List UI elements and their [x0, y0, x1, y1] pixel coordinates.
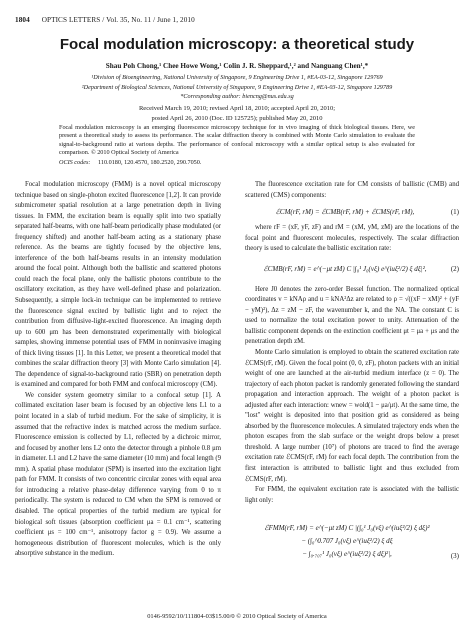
equation-3 [245, 509, 459, 561]
body-paragraph: Focal modulation microscopy (FMM) is a novel optical microscopy technique based on single-photon excited fluorescence [1,2]. It can provide submicrometer spatial resolution at a large penetration depth in living tissues. In FMM, the excitation beam is equally split into two spatially separated half-beams, with one half-beam periodically phase modulated (or frequency shifted) and another half-beam acting as a stationary phase reference. As the beams are tightly focused by the objective lens, interference of the both half-beams results in an intensity modulation around the focal point. Although both the ballistic and scattered photons could reach the focal plane, only the ballistic photons contribute to the oscillatory excitation, as they have well-defined phase and polarization. Subsequently, a simple lock-in technique can be implemented to retrieve the fluorescence signal excited by ballistic light and to reject the contribution from diffusive-light-excited fluorescence. An imaging depth up to 600 μm has been demonstrated experimentally with biological samples, showing immense potential uses of FMM in noninvasive imaging of thick living tissues [1]. In this Letter, we present a theoretical model that combines the scalar diffraction theory [3] with Monte Carlo simulation [4]. The dependence of signal-to-background ratio (SBR) on penetration depth is examined and compared for both FMM and confocal microscopy (CM). [15, 181, 221, 389]
equation-1 [245, 204, 459, 220]
body-paragraph: We consider system geometry similar to a confocal setup [1]. A collimated excitation laser beam is focused by an objective lens L1 to a point located in a slab of turbid medium. For the sake of simplicity, it is assumed that the refractive index is matched across the medium surface. Fluorescence emission is collected by L1, reflected by a dichroic mirror, and focused by another lens L2 onto the detector through a pinhole 0.8 μm in diameter. L1 and L2 have the same diameter (10 mm) and focal length (9 mm). A spatial phase modulator (SPM) is inserted into the excitation light path for FMM. It consists of two concentric circular zones with equal area for introducing a relative phase-delay difference varying from 0 to π periodically. The system is reduced to CM when the SPM is removed or disabled. The optical properties of the turbid medium are typical for biological soft tissues (absorption coefficient μa = 0.1 cm⁻¹, scattering coefficient μs = 100 cm⁻¹, anisotropy factor g = 0.9). We assume a homogeneous distribution of fluorescent molecules, which is the only absorptive substance in the medium. [15, 391, 221, 558]
ocis-label: OCIS codes: [59, 159, 91, 166]
author-list: Shau Poh Chong,¹ Chee Howe Wong,¹ Colin J. R. Sheppard,¹,² and Nanguang Chen¹,* [105, 62, 369, 70]
left-column [15, 180, 221, 560]
equation-3-line: − (∫₀^0.707 J₀(vξ) e^(iuξ²/2) ξ dξ [301, 537, 393, 546]
dates-line-2: posted April 26, 2010 (Doc. ID 125725); published May 20, 2010 [151, 114, 323, 122]
publication-dates [0, 104, 474, 123]
equation-1-body: ℰCM(rF, rM) = ℰCMB(rF, rM) + ℰCMS(rF, rM), [275, 207, 415, 216]
equation-3-number: (3) [450, 551, 459, 560]
body-paragraph: where rF = (xF, yF, zF) and rM = (xM, yM, zM) are the locations of the focal point and fluorescent molecules, respectively. The scalar diffraction theory is used to calculate the ballistic excitation rate: [245, 224, 459, 253]
body-paragraph: The fluorescence excitation rate for CM consists of ballistic (CMB) and scattered (CMS) components: [245, 181, 459, 199]
running-header [15, 16, 459, 24]
equation-2-body: ℰCMB(rF, rM) = e^(−μt zM) C |∫₀¹ J₀(vξ) e^(iuξ²/2) ξ dξ|², [263, 265, 427, 274]
ocis-values: 110.0180, 120.4570, 180.2520, 290.7050. [98, 159, 202, 166]
equation-3-body [245, 522, 445, 561]
ocis-codes [59, 159, 415, 166]
dates-line-1: Received March 19, 2010; revised April 18, 2010; accepted April 20, 2010; [138, 105, 336, 112]
right-column [245, 180, 459, 564]
equation-1-number: (1) [450, 207, 459, 216]
body-paragraph: Monte Carlo simulation is employed to obtain the scattered excitation rate ℰCMS(rF, rM). Given the focal point (0, 0, zF), photon packets with an initial weight of one are launched at the air-turbid medium interface (z = 0). The trajectory of each photon packet is randomly generated following the standard propagation and interaction approach. The weight of a photon packet is adjusted after each interaction: wnew = wold(1 − μa/μt). At the same time, the "lost" weight is deposited into that position grid as considered as being absorbed by the fluorescence molecules. A simulated trajectory ends when the photon escapes from the slab surface or the weight drops below a preset threshold. A large number (10⁷) of photons are traced to find the average excitation rate ℰCMS(rF, rM) for each focal depth. The contribution from the first interaction is attributed to ballistic light and thus excluded from ℰCMS(rF, rM). [245, 349, 459, 483]
page-number: 1804 [15, 16, 30, 24]
equation-3-line: − ∫₀.₇₀₇¹ J₀(vξ) e^(iuξ²/2) ξ dξ)²|, [302, 550, 392, 559]
journal-citation: OPTICS LETTERS / Vol. 35, No. 11 / June 1, 2010 [41, 16, 195, 24]
equation-2 [245, 258, 459, 282]
abstract: Focal modulation microscopy is an emerging fluorescence microscopy technique for in vivo imaging of thick biological tissues. Here, we present a theoretical study to assess its performance. The scalar diffraction theory is combined with Monte Carlo simulation to evaluate the signal-to-background ratio at various depths. The performance of confocal microscopy with a similar optical setup is also evaluated for comparison. © 2010 Optical Society of America [59, 124, 415, 157]
page-footer: 0146-9592/10/111804-03$15.00/0 © 2010 Optical Society of America [147, 613, 327, 620]
affiliation-1: ¹Division of Bioengineering, National University of Singapore, 9 Engineering Drive 1, #EA-03-12, Singapore 129769 [91, 74, 383, 81]
affiliations [0, 73, 474, 102]
body-paragraph: For FMM, the equivalent excitation rate is associated with the ballistic light only: [245, 486, 459, 504]
corresponding-author: *Corresponding author: biencng@nus.edu.sg [180, 93, 294, 101]
affiliation-2: ²Department of Biological Sciences, National University of Singapore, 9 Engineering Drive 1, #EA-03-12, Singapore 129789 [81, 83, 393, 91]
equation-3-line: ℰFMM(rF, rM) = e^(−μt zM) C |(∫₀¹ J₀(vξ) e^(iuξ²/2) ξ dξ)² [264, 524, 430, 533]
paper-title: Focal modulation microscopy: a theoretical study [59, 36, 415, 53]
equation-2-number: (2) [450, 265, 459, 274]
body-paragraph: Here J0 denotes the zero-order Bessel function. The normalized optical coordinates v = kNAρ and u = kNA²Δz are related to ρ = √((xF − xM)² + (yF − yM)²), Δz = zM − zF, the wavenumber k, and the NA. The constant C is used to normalize the total excitation power to unity. Attenuation of the ballistic component depends on the extinction coefficient μt = μa + μs and the penetration depth zM. [245, 285, 459, 346]
